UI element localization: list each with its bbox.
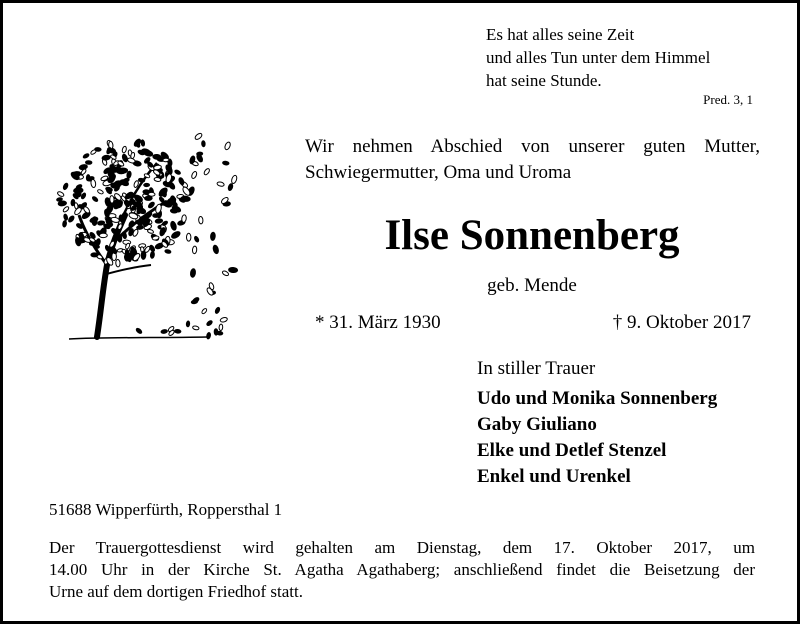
funeral-service-text <box>49 537 755 603</box>
farewell-line: Wir nehmen Abschied von unserer guten Mutter, <box>305 136 760 157</box>
verse-line: Es hat alles seine Zeit <box>486 25 635 44</box>
mourner-name: Udo und Monika Sonnenberg <box>477 388 718 409</box>
farewell-text <box>305 134 760 186</box>
mourner-name: Gaby Giuliano <box>477 414 597 435</box>
deceased-name: Ilse Sonnenberg <box>384 212 680 259</box>
service-line: 14.00 Uhr in der Kirche St. Agatha Agathaberg; anschließend findet die Beisetzung der <box>49 560 755 579</box>
service-line: Urne auf dem dortigen Friedhof statt. <box>49 582 303 601</box>
death-date: † 9. Oktober 2017 <box>612 312 751 333</box>
verse-reference: Pred. 3, 1 <box>703 92 753 107</box>
mourning-heading: In stiller Trauer <box>477 358 596 379</box>
service-line: Der Trauergottesdienst wird gehalten am Dienstag, dem 17. Oktober 2017, um <box>49 538 755 557</box>
mourner-name: Elke und Detlef Stenzel <box>477 440 667 461</box>
birth-date: * 31. März 1930 <box>315 312 441 333</box>
bible-verse <box>486 23 710 92</box>
verse-line: hat seine Stunde. <box>486 71 602 90</box>
farewell-line: Schwiegermutter, Oma und Uroma <box>305 162 572 183</box>
mourners-list <box>477 386 717 490</box>
verse-line: und alles Tun unter dem Himmel <box>486 48 711 67</box>
mourning-address: 51688 Wipperfürth, Roppersthal 1 <box>49 500 283 519</box>
windblown-tree-icon <box>47 115 247 343</box>
maiden-name: geb. Mende <box>487 275 577 296</box>
mourner-name: Enkel und Urenkel <box>477 466 631 487</box>
